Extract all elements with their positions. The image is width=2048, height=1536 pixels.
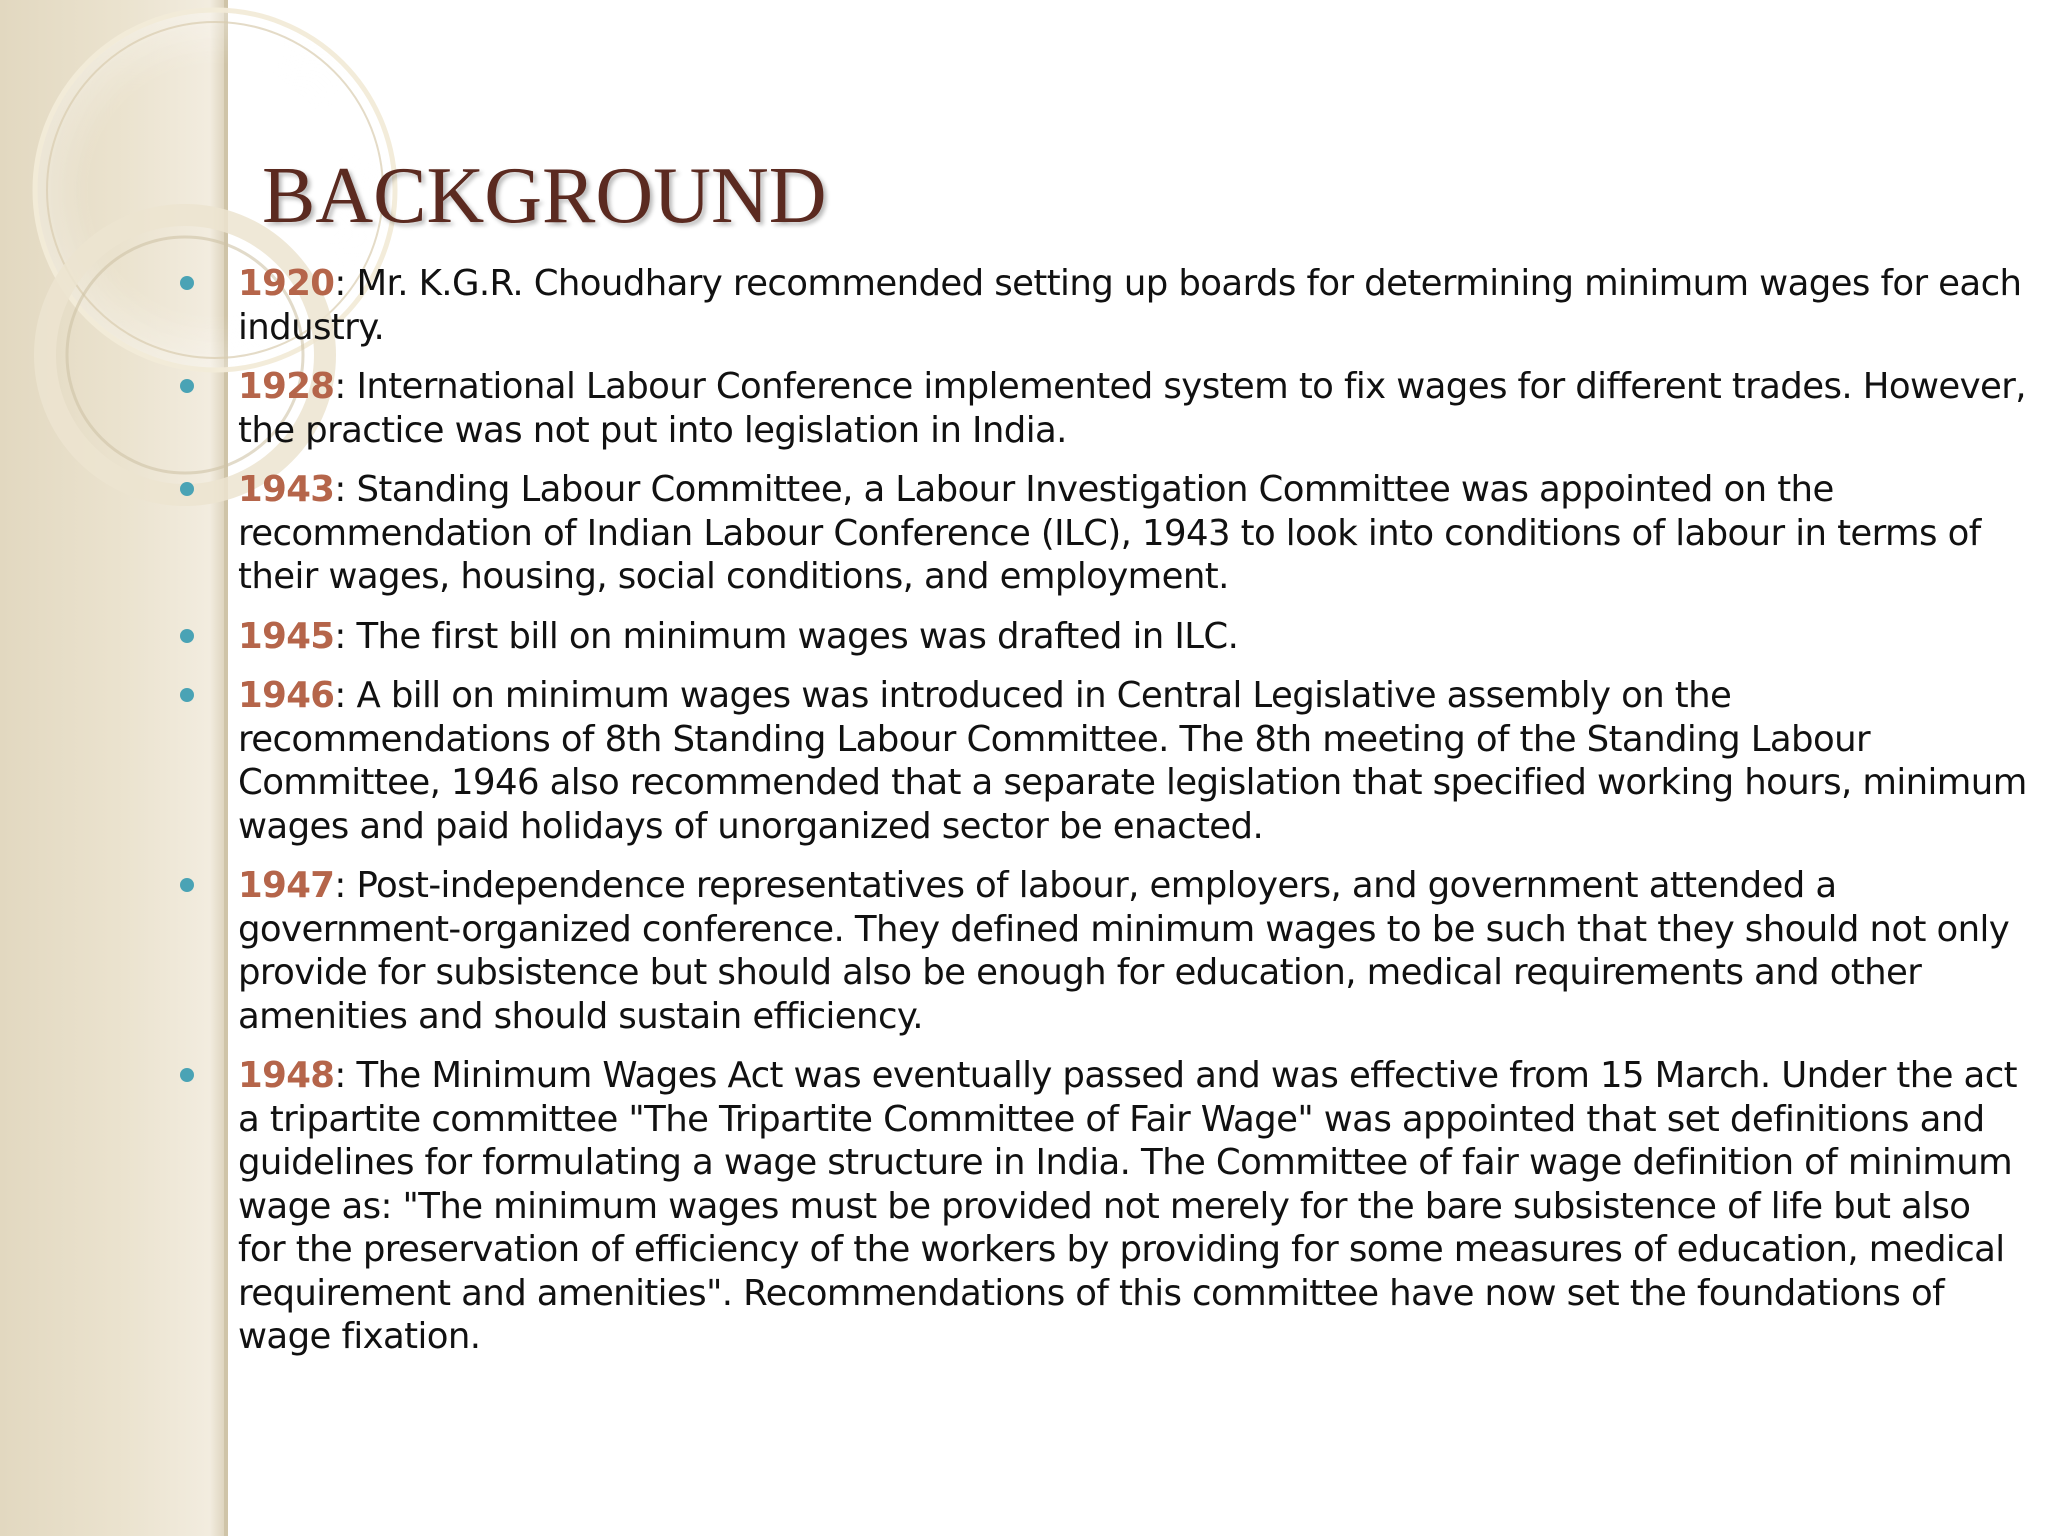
bullet-text: : International Labour Conference implemented system to fix wages for different trades. However, the practice was not put into legislation in India. <box>238 366 2026 451</box>
bullet-dot-icon <box>180 1068 194 1082</box>
bullet-dot-icon <box>180 629 194 643</box>
bullet-dot-icon <box>180 482 194 496</box>
bullet-dot-icon <box>180 688 194 702</box>
bullet-text: : The Minimum Wages Act was eventually passed and was effective from 15 March. Under the act a tripartite committee "The Tripartite Committee of Fair Wage" was appointed that set definitions and guidelines for formulating a wage structure in India. The Committee of fair wage definition of minimum wage as: "The minimum wages must be provided not merely for the bare subsistence of life but also for the preservation of efficiency of the workers by providing for some measures of education, medical requirement and amenities". Recommendations of this committee have now set the foundations of wage fixation. <box>238 1055 2017 1357</box>
bullet-text: : A bill on minimum wages was introduced in Central Legislative assembly on the recommendations of 8th Standing Labour Committee. The 8th meeting of the Standing Labour Committee, 1946 also recommended that a separate legislation that specified working hours, minimum wages and paid holidays of unorganized sector be enacted. <box>238 675 2027 847</box>
bullet-dot-icon <box>180 276 194 290</box>
slide-title: BACKGROUND <box>262 152 827 240</box>
bullet-text: : Standing Labour Committee, a Labour Investigation Committee was appointed on the recommendation of Indian Labour Conference (ILC), 1943 to look into conditions of labour in terms of their wages, housing, social conditions, and employment. <box>238 469 1981 597</box>
bullet-item-1947 <box>238 864 2028 1038</box>
year-label: 1920 <box>238 263 335 304</box>
bullet-item-1920 <box>238 262 2028 349</box>
bullet-dot-icon <box>180 878 194 892</box>
year-label: 1946 <box>238 675 335 716</box>
year-label: 1943 <box>238 469 335 510</box>
year-label: 1947 <box>238 865 335 906</box>
year-label: 1948 <box>238 1055 335 1096</box>
bullet-list <box>238 262 2028 1375</box>
bullet-dot-icon <box>180 379 194 393</box>
year-label: 1928 <box>238 366 335 407</box>
bullet-item-1945 <box>238 615 2028 659</box>
bullet-text: : Mr. K.G.R. Choudhary recommended setting up boards for determining minimum wages for each industry. <box>238 263 2022 348</box>
bullet-item-1943 <box>238 468 2028 599</box>
bullet-item-1946 <box>238 674 2028 848</box>
year-label: 1945 <box>238 615 335 657</box>
bullet-text: : The first bill on minimum wages was drafted in ILC. <box>334 615 1239 657</box>
bullet-item-1948 <box>238 1054 2028 1359</box>
bullet-text: : Post-independence representatives of labour, employers, and government attended a government-organized conference. They defined minimum wages to be such that they should not only provide for subsistence but should also be enough for education, medical requirements and other amenities and should sustain efficiency. <box>238 865 2010 1037</box>
bullet-item-1928 <box>238 365 2028 452</box>
